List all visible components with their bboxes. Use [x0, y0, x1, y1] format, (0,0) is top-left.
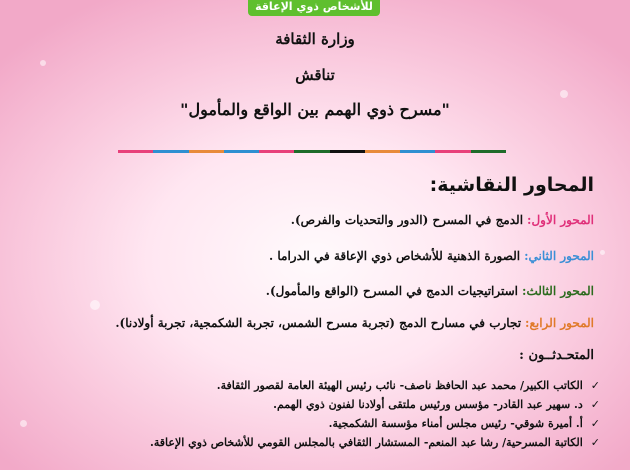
- divider-segment: [259, 150, 294, 153]
- check-icon: ✓: [590, 398, 600, 411]
- axis-3: [266, 284, 594, 298]
- check-icon: ✓: [590, 417, 600, 430]
- axis-2: [269, 249, 594, 263]
- ministry-title: وزارة الثقافة: [275, 30, 355, 48]
- divider-segment: [189, 150, 224, 153]
- speaker-text: الكاتبة المسرحية/ رشا عبد المنعم- المستشار الثقافي بالمجلس القومي للأشخاص ذوي الإعاقة.: [150, 436, 583, 449]
- divider-segment: [400, 150, 435, 153]
- axis-1-label: المحور الأول:: [527, 213, 594, 227]
- speakers-title: المتحـدثــون :: [519, 348, 594, 363]
- divider-segment: [365, 150, 400, 153]
- discusses-label: تناقش: [295, 66, 335, 84]
- list-item: [150, 433, 600, 452]
- axis-4-label: المحور الرابع:: [525, 316, 594, 330]
- axis-4-text: تجارب في مسارح الدمج (تجربة مسرح الشمس، تجربة الشكمجية، تجربة أولادنا).: [115, 316, 522, 330]
- axis-1-text: الدمج في المسرح (الدور والتحديات والفرص).: [290, 213, 524, 227]
- speakers-list: [150, 376, 600, 452]
- axis-3-text: استراتيجيات الدمج في المسرح (الواقع والمأمول).: [265, 284, 519, 298]
- top-banner: للأشخاص ذوي الإعاقة: [248, 0, 380, 16]
- list-item: [150, 414, 600, 433]
- divider-segment: [224, 150, 259, 153]
- divider-segment: [294, 150, 329, 153]
- list-item: [150, 376, 600, 395]
- check-icon: ✓: [590, 379, 600, 392]
- speaker-text: الكاتب الكبير/ محمد عبد الحافظ ناصف- نائب رئيس الهيئة العامة لقصور الثقافة.: [216, 379, 583, 392]
- divider-segment: [435, 150, 470, 153]
- list-item: [150, 395, 600, 414]
- axis-2-text: الصورة الذهنية للأشخاص ذوي الإعاقة في الدراما .: [269, 249, 521, 263]
- divider-segment: [118, 150, 153, 153]
- axis-1: [291, 213, 594, 227]
- divider-segment: [330, 150, 365, 153]
- axis-3-label: المحور الثالث:: [522, 284, 594, 298]
- divider-segment: [153, 150, 188, 153]
- discussion-heading: المحاور النقاشية:: [429, 174, 594, 196]
- speaker-text: د. سهير عبد القادر- مؤسس ورئيس ملتقى أولادنا لفنون ذوي الهمم.: [273, 398, 583, 411]
- axis-2-label: المحور الثاني:: [524, 249, 594, 263]
- event-topic: "مسرح ذوي الهمم بين الواقع والمأمول": [180, 100, 450, 119]
- color-divider: [118, 150, 506, 153]
- divider-segment: [471, 150, 506, 153]
- speaker-text: أ. أميرة شوقي- رئيس مجلس أمناء مؤسسة الشكمجية.: [328, 417, 583, 430]
- axis-4: [115, 316, 594, 330]
- check-icon: ✓: [590, 436, 600, 449]
